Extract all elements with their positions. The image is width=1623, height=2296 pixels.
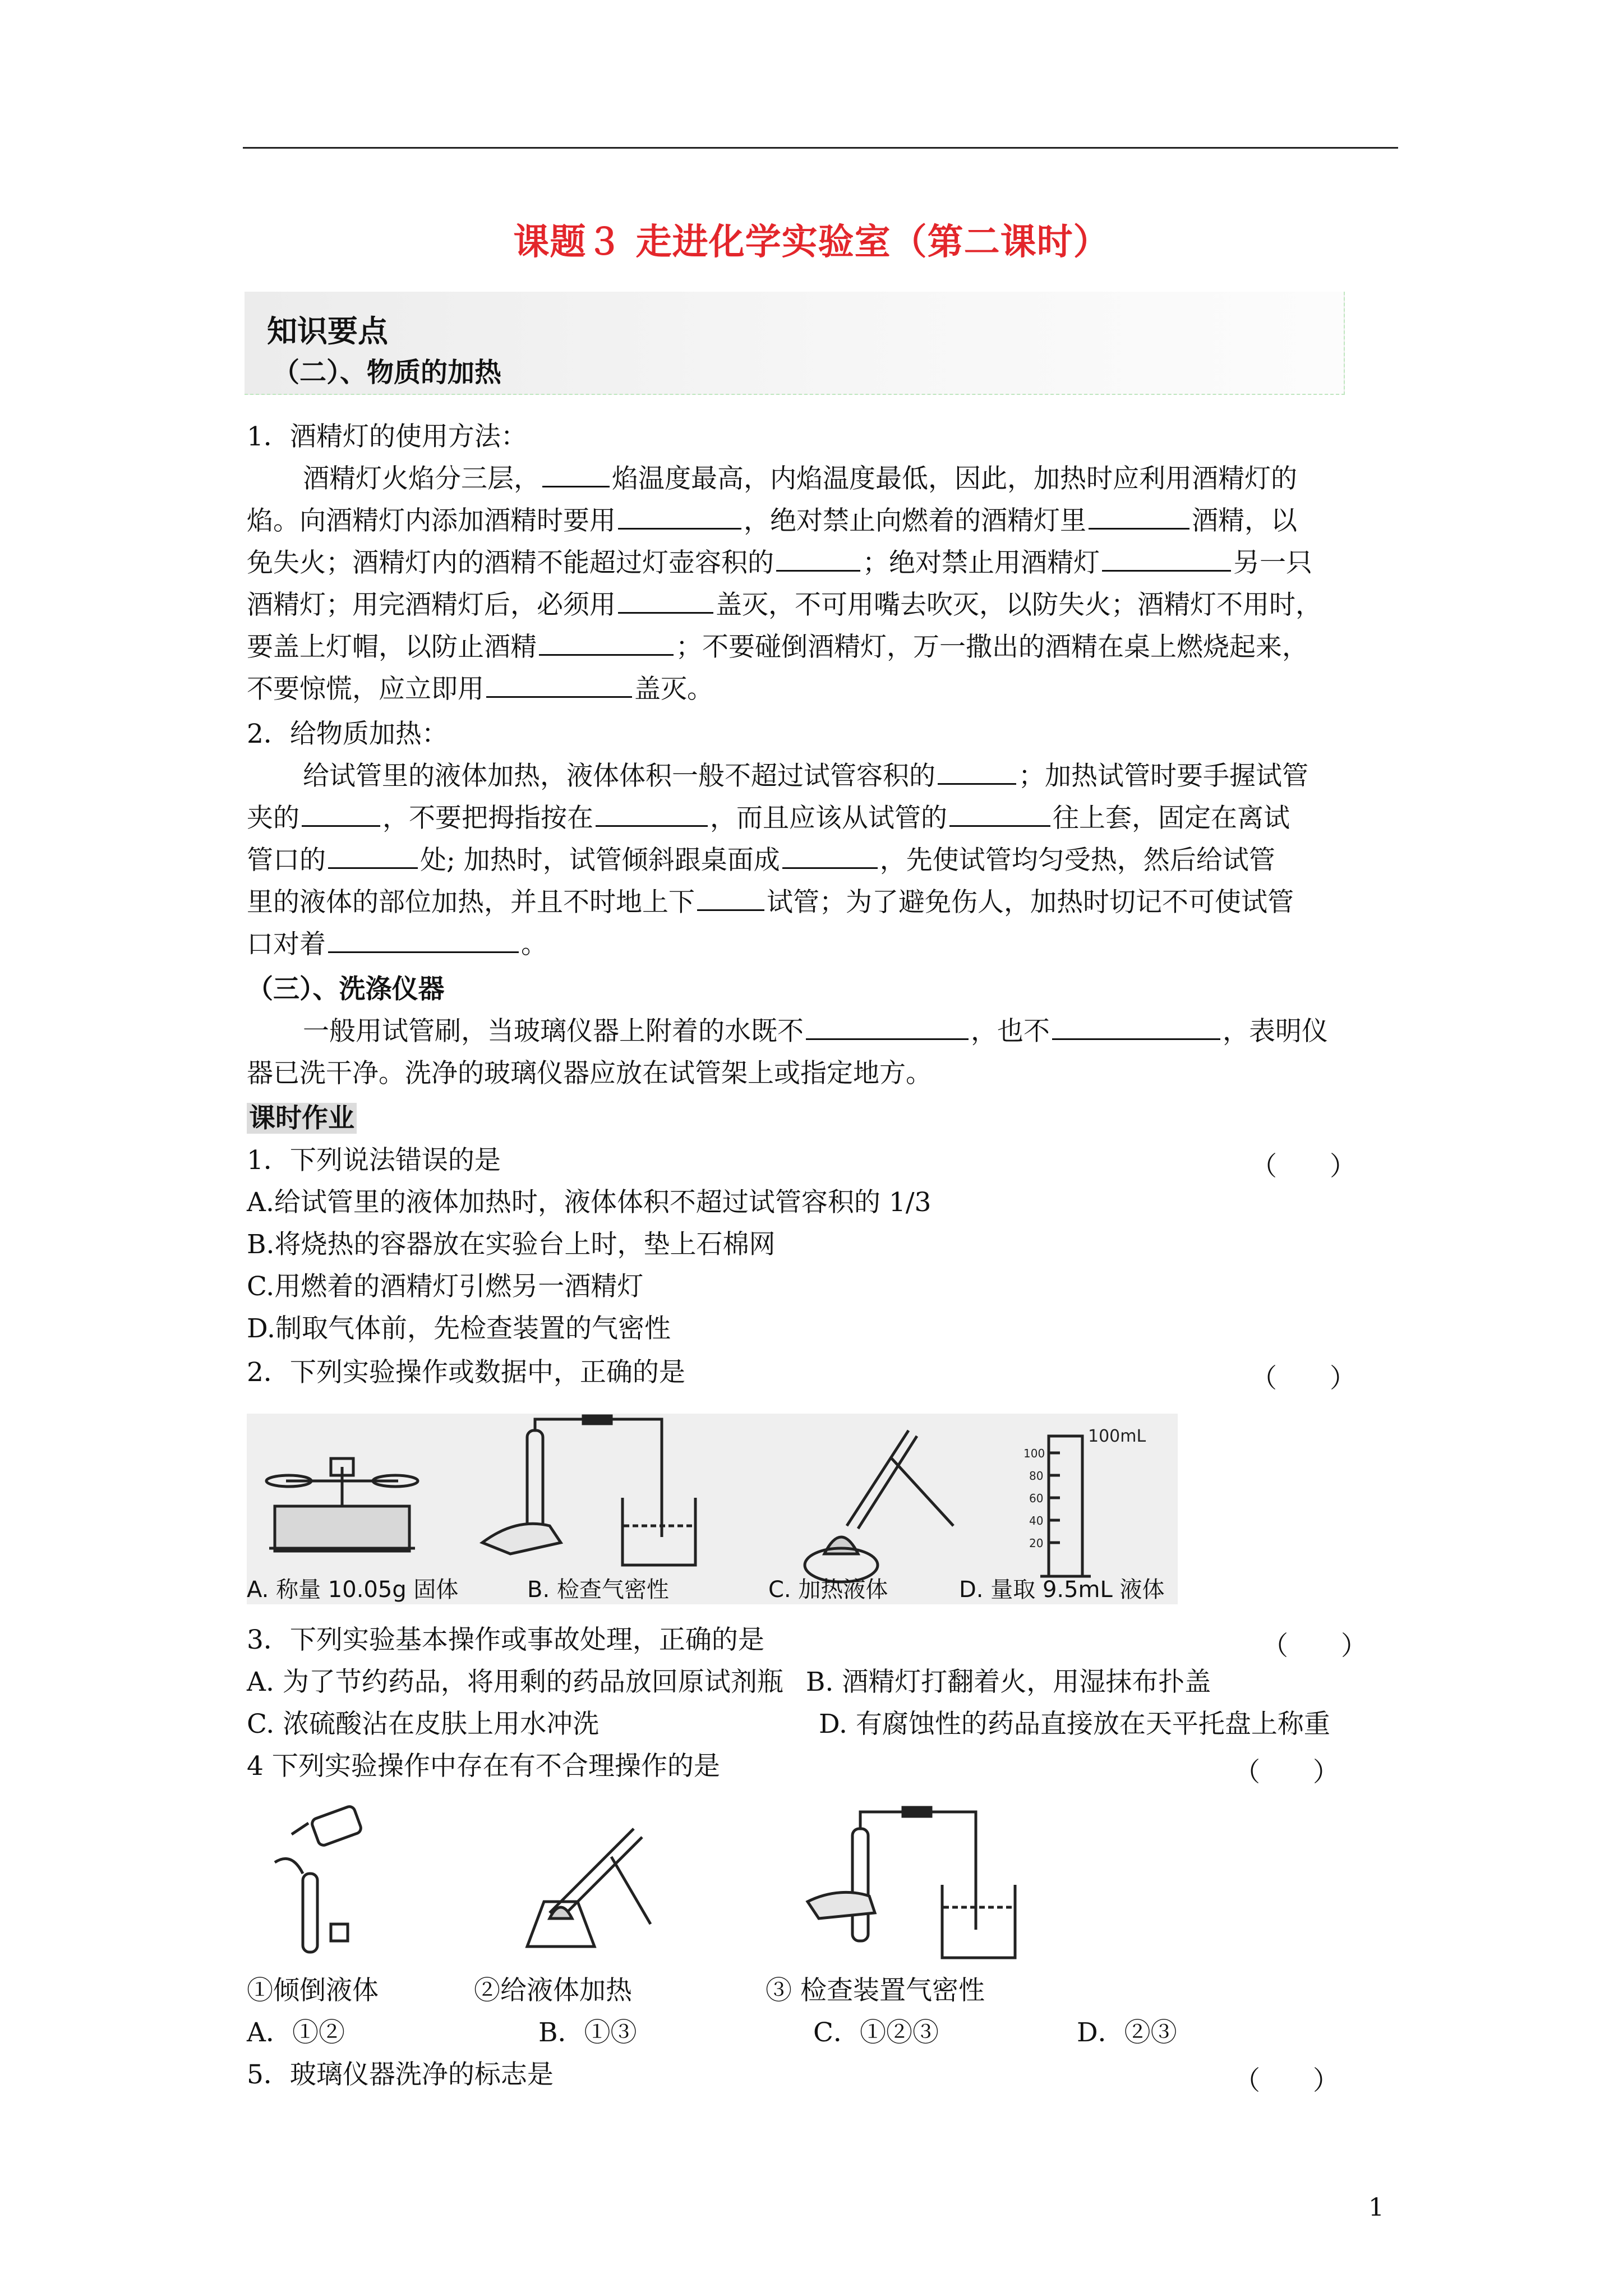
blank xyxy=(618,590,713,614)
s3-line1 xyxy=(303,1010,1453,1053)
cylinder-tick-label: 80 xyxy=(1029,1469,1044,1483)
blank xyxy=(949,803,1050,827)
q4-option-b: B．①③ xyxy=(538,2017,637,2048)
s3-line2: 器已洗干净。洗净的玻璃仪器应放在试管架上或指定地方。 xyxy=(247,1058,932,1089)
s2-line5 xyxy=(247,923,1396,967)
s1-line4 xyxy=(247,583,1396,627)
airtight-check-illustration xyxy=(482,1416,695,1565)
balance-illustration xyxy=(266,1458,418,1551)
q2-answer-paren: （ ） xyxy=(1251,1363,1356,1394)
q3-option-c: C. 浓硫酸沾在皮肤上用水冲洗 xyxy=(247,1709,600,1740)
text: 。 xyxy=(521,929,547,960)
q1-option-d: D.制取气体前，先检查装置的气密性 xyxy=(247,1313,671,1344)
airtight-check-illustration xyxy=(808,1807,1015,1958)
text: ，绝对禁止向燃着的酒精灯里 xyxy=(744,505,1086,536)
s1-line3 xyxy=(247,541,1396,585)
text: ，而且应该从试管的 xyxy=(710,803,947,834)
heating-liquid-illustration xyxy=(527,1829,651,1947)
text: 酒精灯火焰分三层， xyxy=(303,463,540,494)
measuring-cylinder-illustration xyxy=(1040,1436,1091,1576)
homework-heading xyxy=(247,1097,1396,1140)
q3-option-a: A. 为了节约药品，将用剩的药品放回原试剂瓶 xyxy=(247,1667,783,1697)
q4-option-d: D．②③ xyxy=(1077,2017,1177,2048)
blank xyxy=(486,674,632,698)
q2-stem: 2．下列实验操作或数据中，正确的是 xyxy=(247,1357,685,1388)
cylinder-tick-label: 100 xyxy=(1023,1447,1045,1460)
knowledge-subheading: （二）、物质的加热 xyxy=(273,357,502,388)
q4-caption-2: ②给液体加热 xyxy=(474,1975,632,2006)
q4-figure xyxy=(247,1789,1032,1975)
blank xyxy=(539,632,674,656)
text: 一般用试管刷，当玻璃仪器上附着的水既不 xyxy=(303,1016,804,1047)
cylinder-tick-label: 20 xyxy=(1029,1536,1044,1550)
page-number: 1 xyxy=(1368,2193,1384,2222)
text: 往上套，固定在离试 xyxy=(1053,803,1290,834)
q5-stem: 5．玻璃仪器洗净的标志是 xyxy=(247,2059,554,2090)
text: 不要惊慌，应立即用 xyxy=(247,674,484,705)
text: 酒精，以 xyxy=(1192,505,1297,536)
text: 处; 加热时，试管倾斜跟桌面成 xyxy=(420,845,780,876)
pouring-liquid-illustration xyxy=(275,1805,362,1952)
text: ，也不 xyxy=(971,1016,1050,1047)
q4-caption-1: ①倾倒液体 xyxy=(247,1975,379,2006)
q1-stem: 1．下列说法错误的是 xyxy=(247,1145,501,1176)
text: 焰温度最高，内焰温度最低，因此，加热时应利用酒精灯的 xyxy=(612,463,1297,494)
q3-stem: 3．下列实验基本操作或事故处理，正确的是 xyxy=(247,1625,764,1655)
text: 夹的 xyxy=(247,803,299,834)
text: 酒精灯；用完酒精灯后，必须用 xyxy=(247,590,616,620)
text: 焰。向酒精灯内添加酒精时要用 xyxy=(247,505,616,536)
blank xyxy=(328,929,519,953)
q2-caption-b: B. 检查气密性 xyxy=(527,1577,669,1603)
q3-options-cd xyxy=(247,1703,1396,1746)
text: 里的液体的部位加热，并且不时地上下 xyxy=(247,887,695,918)
s1-line6 xyxy=(247,668,1396,711)
blank xyxy=(596,803,708,827)
cylinder-tick-label: 60 xyxy=(1029,1492,1044,1505)
s3-head: （三）、洗涤仪器 xyxy=(247,974,445,1005)
q2-figure-strip xyxy=(247,1414,1178,1604)
text: 管口的 xyxy=(247,845,326,876)
blank xyxy=(776,547,860,572)
q4-captions xyxy=(247,1969,1396,2013)
s2-line2 xyxy=(247,797,1396,840)
blank xyxy=(697,887,764,911)
q2-caption-d: D. 量取 9.5mL 液体 xyxy=(959,1577,1165,1603)
blank xyxy=(328,845,418,869)
text: ；不要碰倒酒精灯，万一撒出的酒精在桌上燃烧起来， xyxy=(676,632,1308,662)
s1-line5 xyxy=(247,625,1396,669)
text: 免失火；酒精灯内的酒精不能超过灯壶容积的 xyxy=(247,547,774,578)
text: ，不要把拇指按在 xyxy=(382,803,593,834)
heating-liquid-illustration xyxy=(805,1430,953,1582)
q3-answer-paren: （ ） xyxy=(1262,1631,1367,1662)
blank xyxy=(1052,1016,1220,1040)
text: 盖灭。 xyxy=(634,674,713,705)
q4-caption-3: ③ 检查装置气密性 xyxy=(766,1975,985,2006)
text: ，表明仪 xyxy=(1223,1016,1328,1047)
cylinder-label: 100mL xyxy=(1088,1427,1146,1446)
blank xyxy=(618,505,741,530)
q1-answer-paren: （ ） xyxy=(1251,1151,1356,1182)
s1-head: 1．酒精灯的使用方法： xyxy=(247,421,527,452)
knowledge-box xyxy=(245,292,1345,395)
q3-options-ab xyxy=(247,1660,1396,1704)
text: 给试管里的液体加热，液体体积一般不超过试管容积的 xyxy=(303,761,935,792)
blank xyxy=(782,845,878,869)
s1-line1 xyxy=(303,457,1453,501)
s1-line2 xyxy=(247,499,1396,543)
q4-stem: 4 下列实验操作中存在有不合理操作的是 xyxy=(247,1751,720,1782)
s2-head: 2．给物质加热： xyxy=(247,719,448,749)
q1-option-c: C.用燃着的酒精灯引燃另一酒精灯 xyxy=(247,1271,644,1302)
q4-option-a: A．①② xyxy=(247,2017,345,2048)
q1-option-b: B.将烧热的容器放在实验台上时，垫上石棉网 xyxy=(247,1229,776,1260)
s2-line4 xyxy=(247,881,1396,924)
homework-label: 课时作业 xyxy=(247,1103,357,1134)
text: 要盖上灯帽，以防止酒精 xyxy=(247,632,537,662)
text: 口对着 xyxy=(247,929,326,960)
blank xyxy=(302,803,380,827)
q4-option-c: C．①②③ xyxy=(813,2017,939,2048)
q3-option-d: D. 有腐蚀性的药品直接放在天平托盘上称重 xyxy=(819,1709,1330,1740)
page-title: 课题３ 走进化学实验室（第二课时） xyxy=(513,222,1110,263)
text: 试管；为了避免伤人，加热时切记不可使试管 xyxy=(767,887,1294,918)
blank xyxy=(1102,547,1231,572)
q1-option-a: A.给试管里的液体加热时，液体体积不超过试管容积的 1/3 xyxy=(247,1187,932,1218)
q4-options xyxy=(247,2011,1396,2055)
text: ，先使试管均匀受热，然后给试管 xyxy=(879,845,1275,876)
s2-line3 xyxy=(247,839,1396,882)
s2-line1 xyxy=(303,754,1453,798)
knowledge-heading: 知识要点 xyxy=(267,314,388,349)
text: 另一只 xyxy=(1233,547,1312,578)
blank xyxy=(938,761,1016,785)
q3-option-b: B. 酒精灯打翻着火，用湿抹布扑盖 xyxy=(805,1667,1211,1697)
cylinder-tick-label: 40 xyxy=(1029,1514,1044,1527)
q2-caption-a: A. 称量 10.05g 固体 xyxy=(247,1577,459,1603)
q5-answer-paren: （ ） xyxy=(1234,2065,1339,2096)
text: ；加热试管时要手握试管 xyxy=(1018,761,1308,792)
q4-answer-paren: （ ） xyxy=(1234,1757,1339,1788)
text: 盖灭，不可用嘴去吹灭，以防失火；酒精灯不用时， xyxy=(716,590,1322,620)
text: ；绝对禁止用酒精灯 xyxy=(863,547,1100,578)
blank xyxy=(806,1016,969,1040)
q2-caption-c: C. 加热液体 xyxy=(768,1577,888,1603)
blank xyxy=(542,463,610,487)
header-rule xyxy=(243,147,1398,149)
blank xyxy=(1089,505,1189,530)
